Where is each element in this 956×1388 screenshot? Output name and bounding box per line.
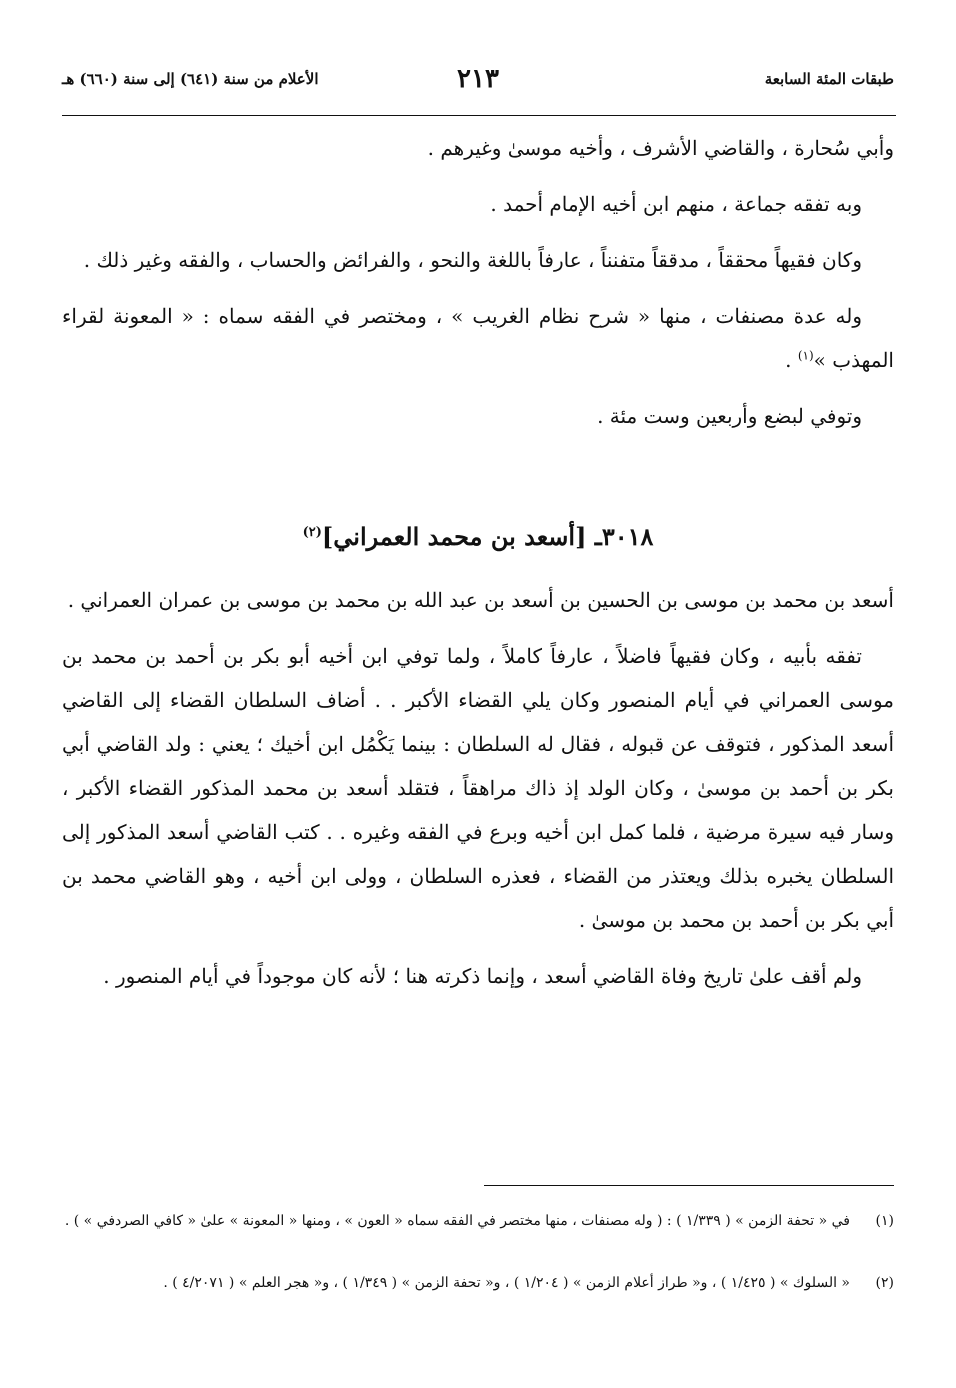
footnote <box>62 1208 894 1235</box>
paragraph: وأبي سُحارة ، والقاضي الأشرف ، وأخيه موسىٰ وغيرهم . <box>427 136 894 160</box>
footnote <box>62 1270 894 1297</box>
paragraph <box>62 294 894 382</box>
footnote-mark: (١) <box>875 1213 894 1229</box>
paragraph: تفقه بأبيه ، وكان فقيهاً فاضلاً ، عارفاً كاملاً ، ولما توفي ابن أخيه أبو بكر بن أحمد بن محمد بن موسى العمراني في أيام المنصور وكان يلي القضاء الأكبر . . أضاف السلطان القضاء إلى القاضي أسعد المذكور ، فتوقف عن قبوله ، فقال له السلطان : بينما يَكْمُل ابن أخيك ؛ يعني : ولد القاضي أبي بكر بن أحمد بن موسىٰ ، وكان الولد إذ ذاك مراهقاً ، فتقلد أسعد بن محمد المذكور القضاء الأكبر ، وسار فيه سيرة مرضية ، فلما كمل ابن أخيه وبرع في الفقه وغيره . . كتب القاضي أسعد المذكور إلى السلطان يخبره بذلك ويعتذر من القضاء ، فعذره السلطان ، وولى ابن أخيه ، وهو القاضي محمد بن أبي بكر بن أحمد بن محمد بن موسىٰ . <box>62 644 895 932</box>
footnote-reference: (١) <box>797 348 814 363</box>
previous-entry-text <box>62 126 894 450</box>
header-divider <box>62 115 896 116</box>
header-range-title: الأعلام من سنة (٦٤١) إلى سنة (٦٦٠) هـ <box>62 70 319 88</box>
footnote-separator <box>484 1185 894 1186</box>
paragraph-end: . <box>785 348 798 372</box>
footnote-reference: (٢) <box>302 525 322 540</box>
footnote-text: في « تحفة الزمن » ( ١/٣٣٩ ) : ( وله مصنفات ، منها مختصر في الفقه سماه « العون » ، ومنها « المعونة » علىٰ « كافي الصردفي » ) . <box>64 1213 850 1229</box>
header-section-title: طبقات المئة السابعة <box>764 70 894 88</box>
paragraph: أسعد بن محمد بن موسى بن الحسين بن أسعد بن عبد الله بن محمد بن موسى بن عمران العمراني . <box>67 588 894 612</box>
entry-title: ٣٠١٨ـ [أسعد بن محمد العمراني] <box>321 522 654 551</box>
paragraph: وكان فقيهاً محققاً ، مدققاً متفنناً ، عارفاً باللغة والنحو ، والفرائض والحساب ، والفقه وغير ذلك . <box>83 248 862 272</box>
paragraph: وتوفي لبضع وأربعين وست مئة . <box>597 404 862 428</box>
entry-heading <box>0 522 956 551</box>
paragraph: وبه تفقه جماعة ، منهم ابن أخيه الإمام أحمد . <box>490 192 862 216</box>
paragraph: ولم أقف علىٰ تاريخ وفاة القاضي أسعد ، وإنما ذكرته هنا ؛ لأنه كان موجوداً في أيام المنصور . <box>103 964 862 988</box>
page-header <box>62 64 894 104</box>
footnote-text: « السلوك » ( ١/٤٢٥ ) ، و« طراز أعلام الزمن » ( ١/٢٠٤ ) ، و« تحفة الزمن » ( ١/٣٤٩ ) ، و« هجر العلم » ( ٤/٢٠٧١ ) . <box>163 1275 850 1291</box>
paragraph-text: وله عدة مصنفات ، منها « شرح نظام الغريب » ، ومختصر في الفقه سماه : « المعونة لقراء المهذب » <box>62 304 894 372</box>
footnote-mark: (٢) <box>875 1275 894 1291</box>
entry-text <box>62 578 894 1010</box>
page-number: ٢١٣ <box>457 64 499 94</box>
